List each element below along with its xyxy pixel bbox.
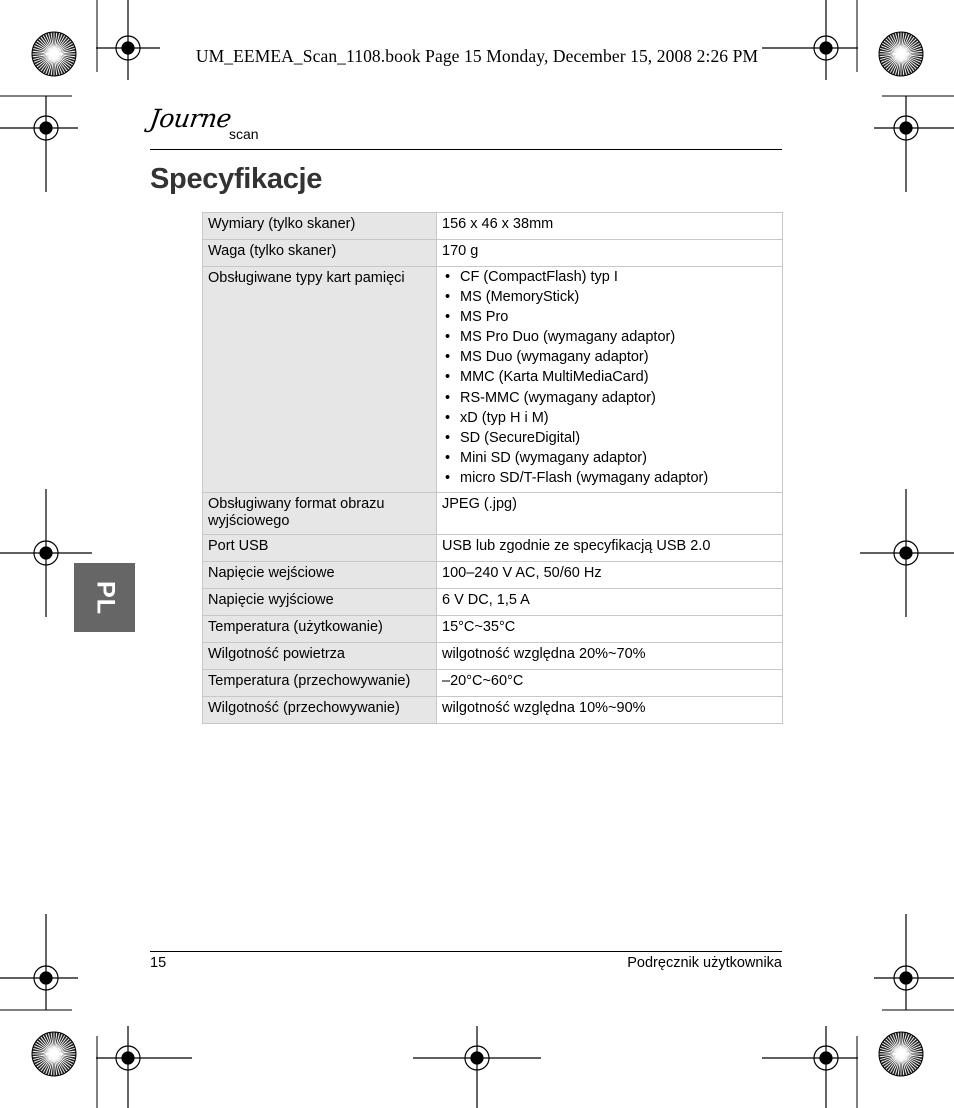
list-item: • MS Pro Duo (wymagany adaptor) xyxy=(442,327,777,347)
spec-row xyxy=(203,240,783,267)
spec-key: Wilgotność powietrza xyxy=(203,643,437,670)
spec-key: Port USB xyxy=(203,535,437,562)
spec-key: Wilgotność (przechowywanie) xyxy=(203,697,437,724)
list-item: • xD (typ H i M) xyxy=(442,408,777,428)
spec-value: 156 x 46 x 38mm xyxy=(437,213,783,240)
language-tab-label: PL xyxy=(91,580,119,615)
spec-key: Temperatura (użytkowanie) xyxy=(203,616,437,643)
spec-key: Obsługiwane typy kart pamięci xyxy=(203,267,437,493)
list-item: • MS Pro xyxy=(442,307,777,327)
spec-key: Napięcie wejściowe xyxy=(203,562,437,589)
brand-logo-script: Journe xyxy=(147,104,234,133)
spec-key: Waga (tylko skaner) xyxy=(203,240,437,267)
list-item: • SD (SecureDigital) xyxy=(442,428,777,448)
brand-logo-scan: scan xyxy=(229,126,259,142)
spec-row xyxy=(203,643,783,670)
spec-key: Napięcie wyjściowe xyxy=(203,589,437,616)
spec-value xyxy=(437,267,783,493)
footer-divider xyxy=(150,951,782,952)
spec-row xyxy=(203,670,783,697)
spec-row xyxy=(203,267,783,493)
list-item: • Mini SD (wymagany adaptor) xyxy=(442,448,777,468)
list-item: • MMC (Karta MultiMediaCard) xyxy=(442,367,777,387)
spec-value: USB lub zgodnie ze specyfikacją USB 2.0 xyxy=(437,535,783,562)
spec-key: Wymiary (tylko skaner) xyxy=(203,213,437,240)
spec-value: wilgotność względna 20%~70% xyxy=(437,643,783,670)
page-number: 15 xyxy=(150,955,167,971)
spec-value: wilgotność względna 10%~90% xyxy=(437,697,783,724)
list-item: • CF (CompactFlash) typ I xyxy=(442,267,777,287)
page-title: Specyfikacje xyxy=(150,163,323,195)
starburst-mark xyxy=(879,1032,923,1076)
spec-value: JPEG (.jpg) xyxy=(437,493,783,535)
list-item: • micro SD/T-Flash (wymagany adaptor) xyxy=(442,468,777,488)
spec-value: 6 V DC, 1,5 A xyxy=(437,589,783,616)
list-item: • MS Duo (wymagany adaptor) xyxy=(442,347,777,367)
spec-value: 15°C~35°C xyxy=(437,616,783,643)
spec-table xyxy=(202,212,783,724)
spec-value: –20°C~60°C xyxy=(437,670,783,697)
spec-row xyxy=(203,616,783,643)
spec-value: 100–240 V AC, 50/60 Hz xyxy=(437,562,783,589)
list-item: • RS-MMC (wymagany adaptor) xyxy=(442,388,777,408)
language-tab xyxy=(74,563,135,632)
manual-name: Podręcznik użytkownika xyxy=(627,955,782,971)
spec-row xyxy=(203,697,783,724)
header-divider xyxy=(150,149,782,150)
spec-key: Temperatura (przechowywanie) xyxy=(203,670,437,697)
spec-row xyxy=(203,589,783,616)
spec-row xyxy=(203,535,783,562)
printer-info-line: UM_EEMEA_Scan_1108.book Page 15 Monday, December 15, 2008 2:26 PM xyxy=(195,46,759,66)
memory-card-list xyxy=(442,267,777,488)
spec-value: 170 g xyxy=(437,240,783,267)
spec-row xyxy=(203,213,783,240)
list-item: • MS (MemoryStick) xyxy=(442,287,777,307)
starburst-mark xyxy=(32,1032,76,1076)
spec-row xyxy=(203,562,783,589)
spec-row xyxy=(203,493,783,535)
spec-key: Obsługiwany format obrazu wyjściowego xyxy=(203,493,437,535)
